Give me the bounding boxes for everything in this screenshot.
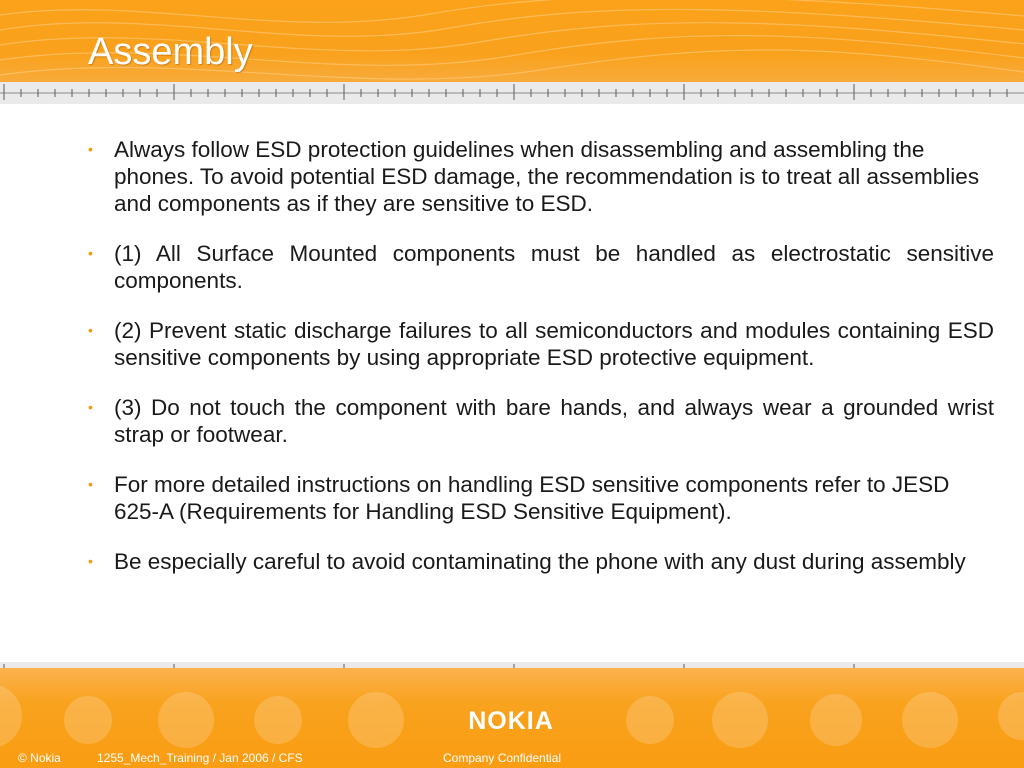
bullet-item <box>88 471 994 525</box>
footer-course: 1255_Mech_Training / Jan 2006 / CFS <box>97 751 303 765</box>
nokia-logo <box>446 707 576 733</box>
bullet-item <box>88 136 994 217</box>
bullet-text: For more detailed instructions on handling ESD sensitive components refer to JESD 625-A (Requirements for Handling ESD Sensitive Equipment). <box>114 472 950 524</box>
top-ruler <box>0 82 1024 104</box>
bullet-item <box>88 317 994 371</box>
bullet-icon: • <box>88 141 93 157</box>
bullet-item <box>88 240 994 294</box>
logo-text: NOKIA <box>468 707 554 733</box>
bullet-text: Always follow ESD protection guidelines when disassembling and assembling the phones. To avoid potential ESD damage, the recommendation is to treat all assemblies and components as if they are sensitive to ESD. <box>114 137 980 216</box>
bullet-icon: • <box>88 553 93 569</box>
bullet-icon: • <box>88 245 93 261</box>
bullet-icon: • <box>88 322 93 338</box>
bullet-list <box>88 136 994 598</box>
bullet-text: (2) Prevent static discharge failures to all semiconductors and modules containing ESD sensitive components by using appropriate ESD protective equipment. <box>114 318 994 370</box>
bullet-item <box>88 394 994 448</box>
footer-confidential: Company Confidential <box>443 751 562 765</box>
footer-copyright: © Nokia <box>18 751 61 765</box>
slide-title: Assembly <box>88 31 253 73</box>
bullet-text: (3) Do not touch the component with bare hands, and always wear a grounded wrist strap or footwear. <box>114 395 994 447</box>
bullet-icon: • <box>88 399 93 415</box>
bullet-icon: • <box>88 476 93 492</box>
bullet-text: (1) All Surface Mounted components must be handled as electrostatic sensitive components. <box>114 241 994 293</box>
bullet-item <box>88 548 994 575</box>
bullet-text: Be especially careful to avoid contaminating the phone with any dust during assembly <box>114 549 966 574</box>
